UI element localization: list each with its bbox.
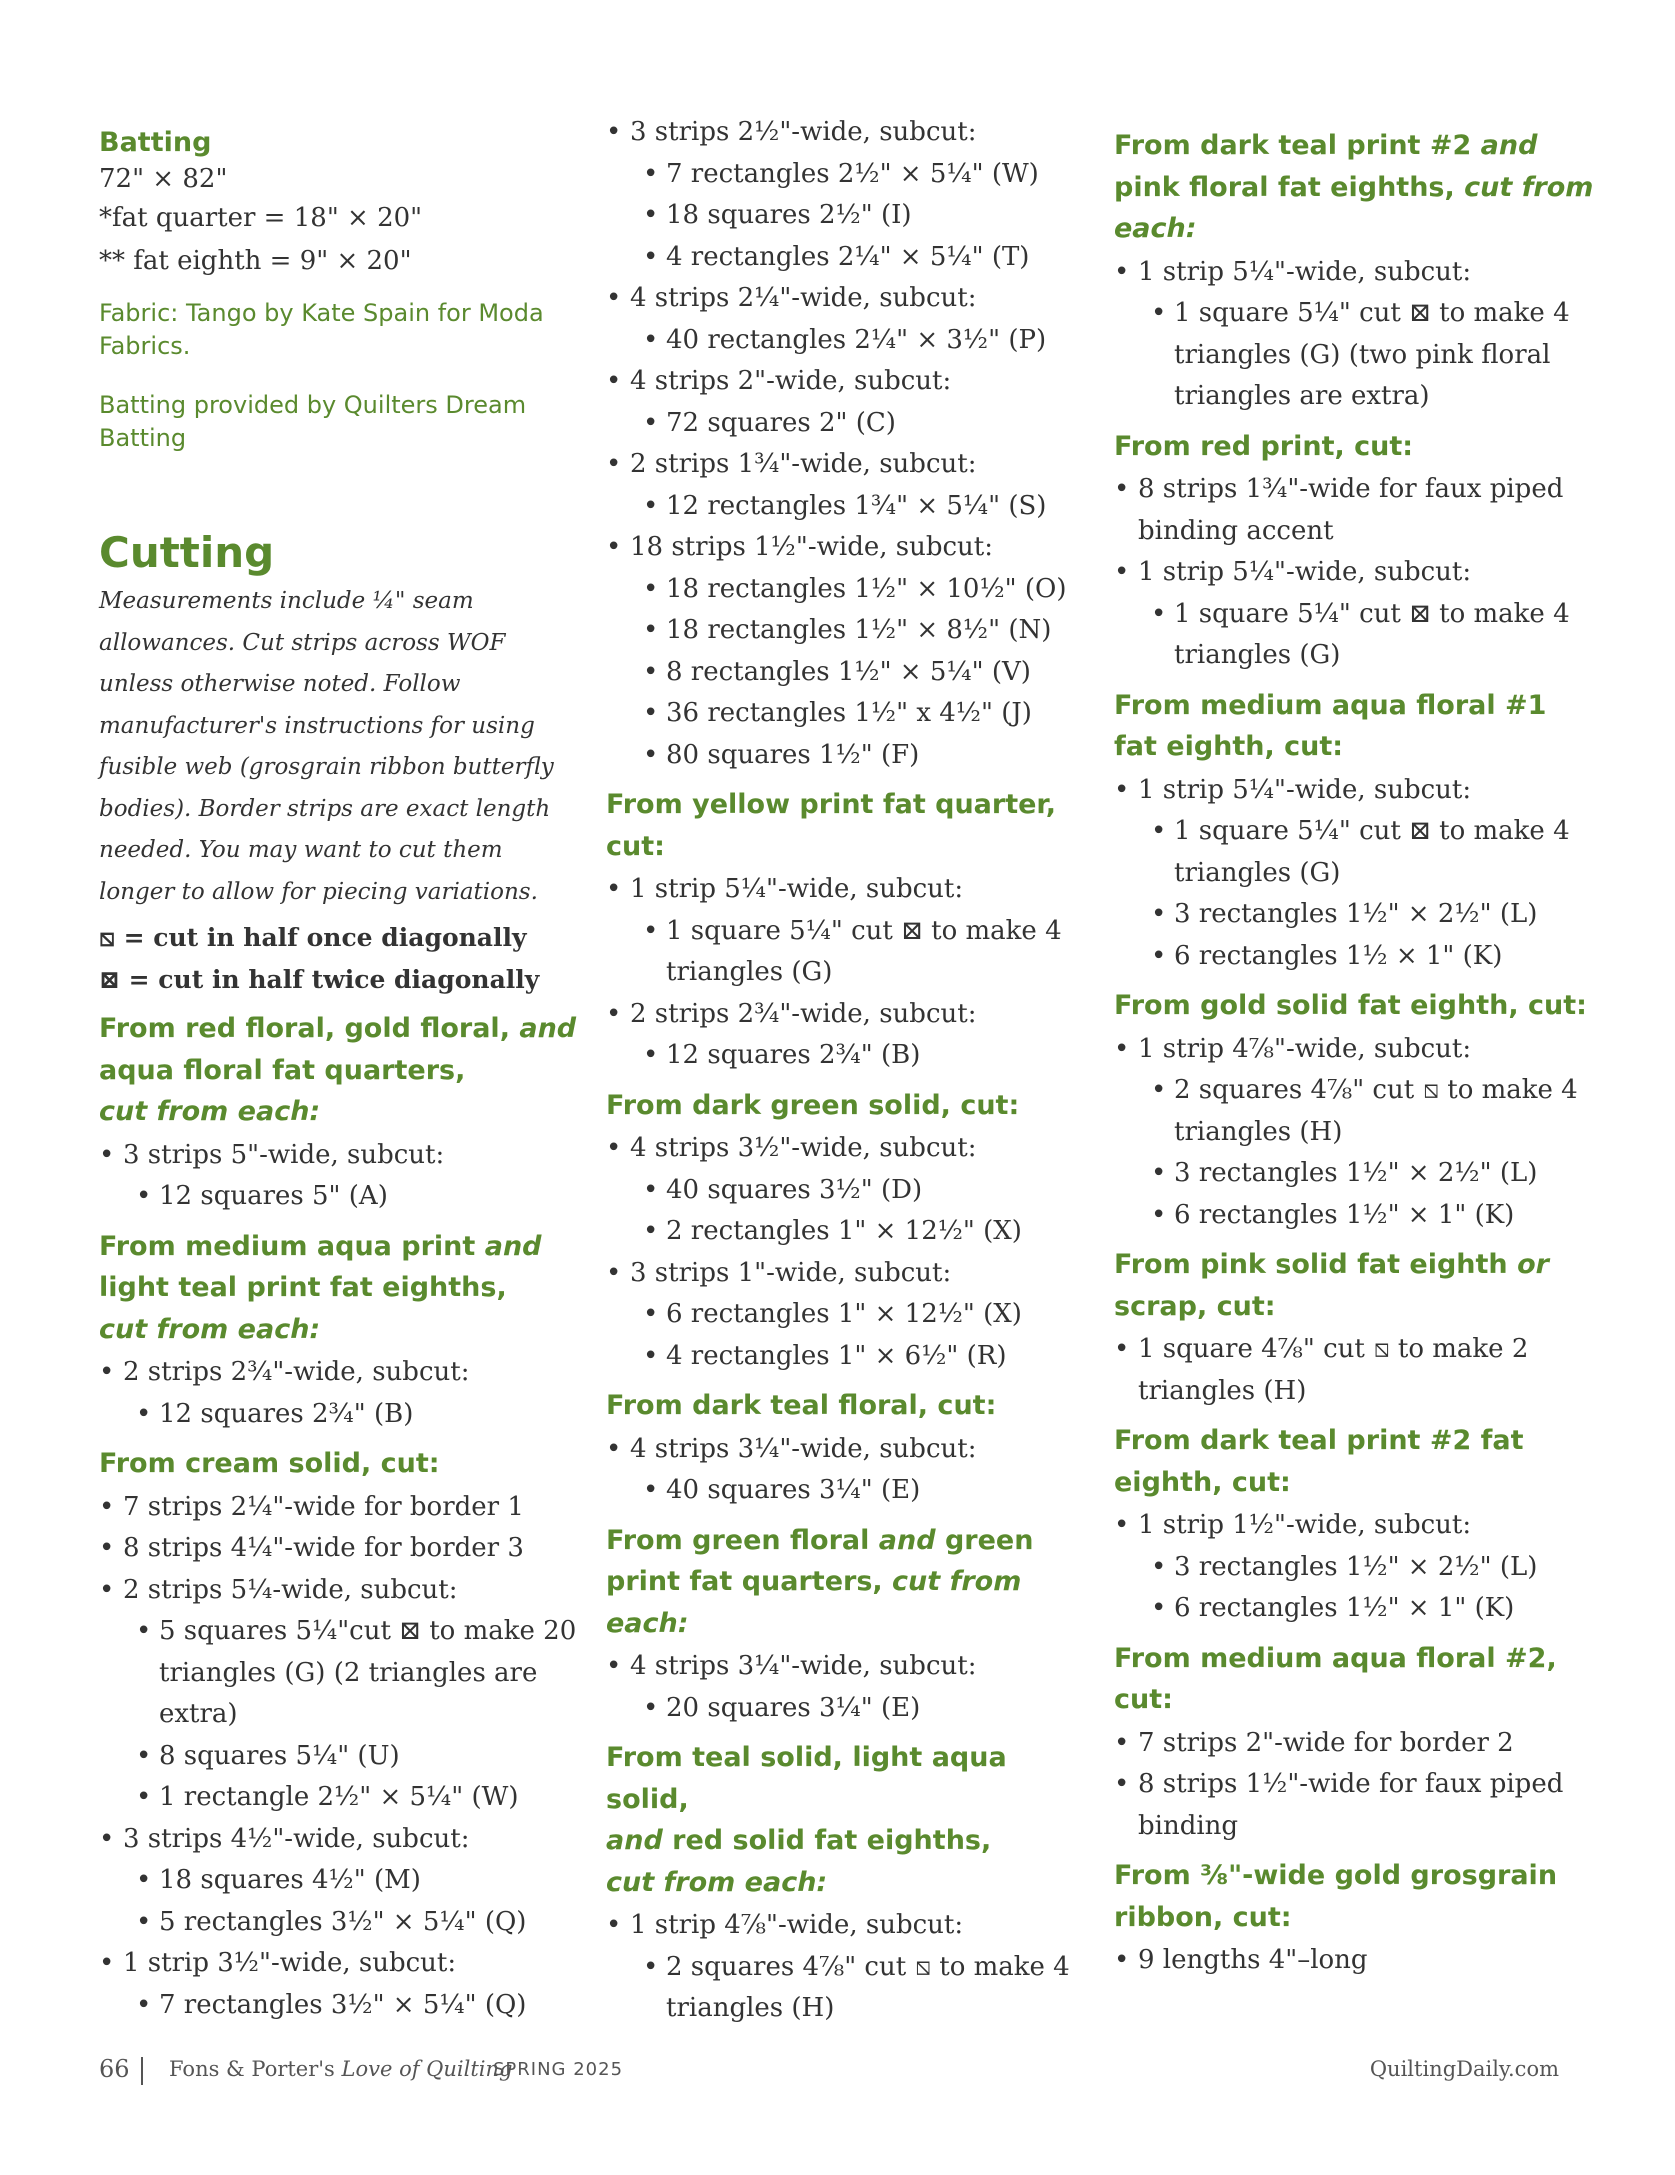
column-3: [1114, 125, 1594, 1982]
cut-list: [1114, 1329, 1594, 1412]
heading-emphasis: cut from each:: [99, 1313, 321, 1345]
list-item: • 3 rectangles 1½" × 2½" (L): [1114, 894, 1594, 936]
magazine-prefix: Fons & Porter's: [169, 2057, 342, 2081]
page-footer: [99, 2055, 1559, 2095]
cut-list: [1114, 1940, 1594, 1982]
cut-list: [606, 1128, 1076, 1377]
list-item: • 1 square 5¼" cut ⊠ to make 4 triangles (G): [606, 911, 1076, 994]
list-item: • 8 strips 1¾"-wide for faux piped binding accent: [1114, 469, 1594, 552]
list-item: • 1 strip 4⅞"-wide, subcut:: [606, 1905, 1076, 1947]
cut-list: [1114, 770, 1594, 978]
list-item: • 3 strips 2½"-wide, subcut:: [606, 112, 1076, 154]
cut-list: [606, 869, 1076, 1077]
list-item: • 40 rectangles 2¼" × 3½" (P): [606, 320, 1076, 362]
list-item: • 2 strips 1¾"-wide, subcut:: [606, 444, 1076, 486]
heading-red-print: From red print, cut:: [1114, 430, 1414, 462]
heading-gold-solid: From gold solid fat eighth, cut:: [1114, 990, 1587, 1021]
website-link[interactable]: QuiltingDaily.com: [1369, 2057, 1559, 2081]
heading-emphasis: cut from each:: [606, 1866, 828, 1898]
heading-text: scrap, cut:: [1114, 1290, 1276, 1322]
cut-list: [99, 1487, 579, 2027]
list-item: • 4 strips 3¼"-wide, subcut:: [606, 1646, 1076, 1688]
cut-list: [99, 1352, 579, 1435]
cutting-title: Cutting: [99, 528, 275, 577]
heading-emphasis: or: [1517, 1249, 1549, 1280]
list-item: • 18 strips 1½"-wide, subcut:: [606, 527, 1076, 569]
heading-red-gold-aqua-floral: [99, 1008, 579, 1133]
heading-emphasis: and: [1480, 130, 1538, 161]
list-item: • 4 strips 3½"-wide, subcut:: [606, 1128, 1076, 1170]
list-item: • 40 squares 3½" (D): [606, 1170, 1076, 1212]
list-item: • 1 strip 1½"-wide, subcut:: [1114, 1505, 1594, 1547]
list-item: • 72 squares 2" (C): [606, 403, 1076, 445]
cut-list: [606, 1646, 1076, 1729]
list-item: • 7 rectangles 2½" × 5¼" (W): [606, 154, 1076, 196]
heading-text: aqua floral fat quarters,: [99, 1054, 466, 1086]
heading-text: light teal print fat eighths,: [99, 1272, 507, 1303]
list-item: • 8 squares 5¼" (U): [99, 1736, 579, 1778]
cut-list: [1114, 1723, 1594, 1848]
cut-list: [1114, 1505, 1594, 1630]
list-item: • 5 rectangles 3½" × 5¼" (Q): [99, 1902, 579, 1944]
list-item: • 8 strips 4¼"-wide for border 3: [99, 1528, 579, 1570]
list-item: • 20 squares 3¼" (E): [606, 1688, 1076, 1730]
list-item: • 7 strips 2¼"-wide for border 1: [99, 1487, 579, 1529]
list-item: • 6 rectangles 1" × 12½" (X): [606, 1294, 1076, 1336]
list-item: • 1 strip 5¼"-wide, subcut:: [606, 869, 1076, 911]
legend-once: ⧅ = cut in half once diagonally: [99, 923, 527, 952]
list-item: • 3 strips 1"-wide, subcut:: [606, 1253, 1076, 1295]
list-item: • 7 strips 2"-wide for border 2: [1114, 1723, 1594, 1765]
list-item: • 4 rectangles 1" × 6½" (R): [606, 1336, 1076, 1378]
list-item: • 2 squares 4⅞" cut ⧅ to make 4 triangles (H): [606, 1947, 1076, 2030]
heading-text: From pink solid fat eighth: [1114, 1249, 1518, 1280]
heading-teal-aqua-red-solid: [606, 1737, 1076, 1903]
heading-dark-teal-print-2: From dark teal print #2 fat eighth, cut:: [1114, 1425, 1524, 1498]
list-item: • 4 rectangles 2¼" × 5¼" (T): [606, 237, 1076, 279]
list-item: • 3 strips 4½"-wide, subcut:: [99, 1819, 579, 1861]
list-item: • 1 rectangle 2½" × 5¼" (W): [99, 1777, 579, 1819]
heading-medium-aqua-floral-1: From medium aqua floral #1 fat eighth, cut:: [1114, 689, 1547, 762]
list-item: • 36 rectangles 1½" x 4½" (J): [606, 693, 1076, 735]
column-1: [99, 125, 579, 2026]
list-item: • 1 square 5¼" cut ⊠ to make 4 triangles (G): [1114, 811, 1594, 894]
heading-text: green print fat quarters,: [606, 1524, 1034, 1597]
list-item: • 2 rectangles 1" × 12½" (X): [606, 1211, 1076, 1253]
heading-gold-grosgrain-ribbon: From ⅜"-wide gold grosgrain ribbon, cut:: [1114, 1860, 1558, 1933]
list-item: • 18 rectangles 1½" × 10½" (O): [606, 569, 1076, 611]
list-item: • 12 squares 2¾" (B): [606, 1035, 1076, 1077]
heading-medium-aqua-print: [99, 1226, 579, 1351]
list-item: • 1 square 5¼" cut ⊠ to make 4 triangles (G) (two pink floral triangles are extra): [1114, 293, 1594, 418]
magazine-title: Love of Quilting: [341, 2057, 513, 2081]
list-item: • 6 rectangles 1½" × 1" (K): [1114, 1195, 1594, 1237]
list-item: • 12 rectangles 1¾" × 5¼" (S): [606, 486, 1076, 528]
cut-list: [606, 112, 1076, 776]
list-item: • 18 rectangles 1½" × 8½" (N): [606, 610, 1076, 652]
fat-eighth-note: ** fat eighth = 9" × 20": [99, 246, 412, 276]
heading-pink-solid: [1114, 1244, 1594, 1327]
list-item: • 1 strip 5¼"-wide, subcut:: [1114, 552, 1594, 594]
cutting-note: Measurements include ¼" seam allowances. Cut strips across WOF unless otherwise noted. Follow manufacturer's instructions for using fusible web (grosgrain ribbon butterfly bodies). Border strips are exact length needed. You may want to cut them longer to allow for piecing variations.: [99, 588, 554, 905]
heading-text: From green floral: [606, 1524, 879, 1556]
heading-dark-teal-floral: From dark teal floral, cut:: [606, 1390, 997, 1421]
list-item: • 1 strip 4⅞"-wide, subcut:: [1114, 1029, 1594, 1071]
list-item: • 2 strips 2¾"-wide, subcut:: [606, 994, 1076, 1036]
list-item: • 2 strips 2¾"-wide, subcut:: [99, 1352, 579, 1394]
heading-emphasis: cut from each:: [99, 1096, 321, 1127]
magazine-name: [169, 2057, 512, 2081]
heading-text: pink floral fat eighths,: [1114, 171, 1465, 203]
list-item: • 80 squares 1½" (F): [606, 735, 1076, 777]
fat-quarter-note: *fat quarter = 18" × 20": [99, 203, 423, 233]
heading-yellow-print: From yellow print fat quarter, cut:: [606, 789, 1057, 862]
list-item: • 8 rectangles 1½" × 5¼" (V): [606, 652, 1076, 694]
heading-text: From teal solid, light aqua solid,: [606, 1742, 1007, 1815]
column-2: [606, 112, 1076, 2030]
heading-dark-teal-pink-floral: [1114, 125, 1594, 250]
list-item: • 1 square 5¼" cut ⊠ to make 4 triangles (G): [1114, 594, 1594, 677]
list-item: • 6 rectangles 1½" × 1" (K): [1114, 1588, 1594, 1630]
list-item: • 7 rectangles 3½" × 5¼" (Q): [99, 1985, 579, 2027]
heading-cream-solid: From cream solid, cut:: [99, 1448, 440, 1479]
list-item: • 18 squares 4½" (M): [99, 1860, 579, 1902]
list-item: • 4 strips 2"-wide, subcut:: [606, 361, 1076, 403]
cut-list: [1114, 469, 1594, 677]
list-item: • 3 rectangles 1½" × 2½" (L): [1114, 1547, 1594, 1589]
cut-list: [99, 1135, 579, 1218]
heading-emphasis: and: [519, 1013, 577, 1044]
list-item: • 12 squares 5" (A): [99, 1176, 579, 1218]
list-item: • 1 square 4⅞" cut ⧅ to make 2 triangles (H): [1114, 1329, 1594, 1412]
fabric-credit: Fabric: Tango by Kate Spain for Moda Fabrics.: [99, 299, 544, 360]
cut-list: [606, 1905, 1076, 2030]
batting-label: Batting: [99, 127, 212, 158]
heading-emphasis: and: [606, 1825, 663, 1856]
heading-green-floral-print: [606, 1520, 1076, 1645]
page-number: 66: [99, 2055, 130, 2083]
list-item: • 2 squares 4⅞" cut ⧅ to make 4 triangles (H): [1114, 1070, 1594, 1153]
batting-credit: Batting provided by Quilters Dream Batting: [99, 391, 527, 452]
batting-size: 72" × 82": [99, 164, 228, 194]
cut-list: [1114, 252, 1594, 418]
list-item: • 9 lengths 4"–long: [1114, 1940, 1594, 1982]
list-item: • 12 squares 2¾" (B): [99, 1394, 579, 1436]
cut-list: [606, 1429, 1076, 1512]
list-item: • 2 strips 5¼-wide, subcut:: [99, 1570, 579, 1612]
footer-divider: [141, 2057, 143, 2085]
cut-list: [1114, 1029, 1594, 1237]
list-item: • 4 strips 3¼"-wide, subcut:: [606, 1429, 1076, 1471]
list-item: • 40 squares 3¼" (E): [606, 1470, 1076, 1512]
heading-emphasis: and: [484, 1230, 542, 1262]
list-item: • 6 rectangles 1½ × 1" (K): [1114, 936, 1594, 978]
list-item: • 18 squares 2½" (I): [606, 195, 1076, 237]
heading-text: From red floral, gold floral,: [99, 1013, 520, 1044]
issue-season: SPRING 2025: [493, 2059, 624, 2080]
list-item: • 5 squares 5¼"cut ⊠ to make 20 triangles (G) (2 triangles are extra): [99, 1611, 579, 1736]
legend-twice: ⊠ = cut in half twice diagonally: [99, 964, 540, 994]
list-item: • 4 strips 2¼"-wide, subcut:: [606, 278, 1076, 320]
list-item: • 3 rectangles 1½" × 2½" (L): [1114, 1153, 1594, 1195]
heading-emphasis: cut from each:: [606, 1566, 1022, 1639]
heading-emphasis: and: [878, 1524, 936, 1556]
list-item: • 1 strip 5¼"-wide, subcut:: [1114, 770, 1594, 812]
heading-dark-green-solid: From dark green solid, cut:: [606, 1089, 1020, 1121]
heading-medium-aqua-floral-2: From medium aqua floral #2, cut:: [1114, 1642, 1557, 1715]
heading-emphasis: cut from each:: [1114, 171, 1594, 244]
list-item: • 3 strips 5"-wide, subcut:: [99, 1135, 579, 1177]
list-item: • 1 strip 3½"-wide, subcut:: [99, 1943, 579, 1985]
list-item: • 8 strips 1½"-wide for faux piped binding: [1114, 1764, 1594, 1847]
heading-text: From medium aqua print: [99, 1230, 485, 1262]
list-item: • 1 strip 5¼"-wide, subcut:: [1114, 252, 1594, 294]
heading-text: red solid fat eighths,: [662, 1825, 992, 1856]
heading-text: From dark teal print #2: [1114, 130, 1481, 161]
